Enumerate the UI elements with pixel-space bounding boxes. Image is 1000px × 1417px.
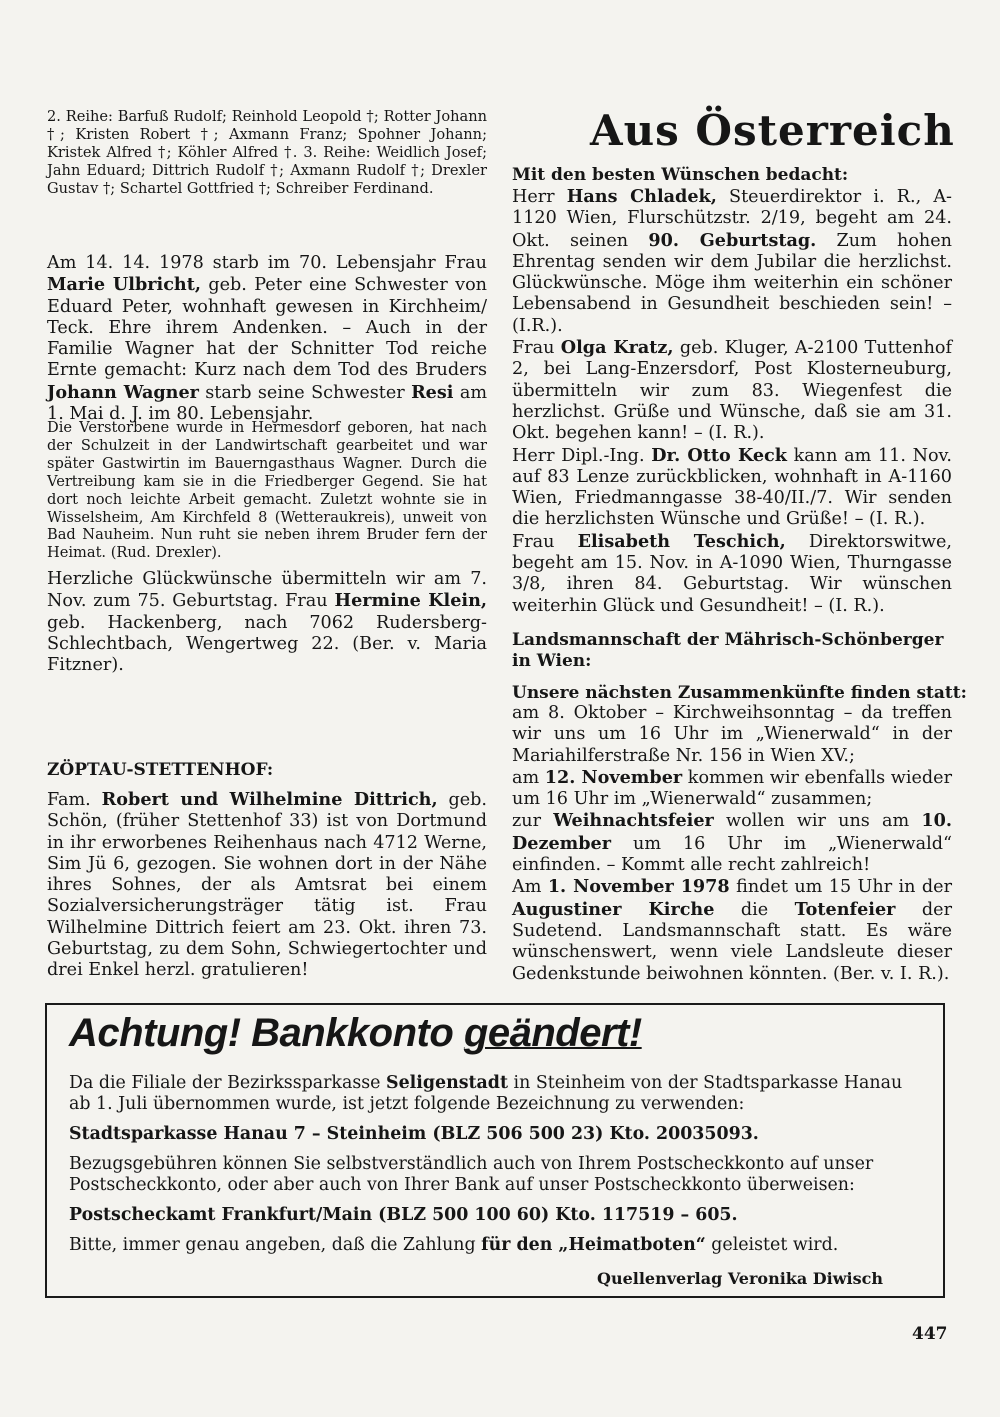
entry-kratz — [512, 337, 952, 444]
totenfeier-label: Totenfeier — [794, 898, 896, 920]
text: Zum hohen Ehrentag senden wir dem Jubilar die herzlichst. Glückwünsche. Möge ihm weiterhin ein schöner Lebensabend in Gesundheit beschieden sein! – (I.R.). — [512, 230, 953, 336]
subheading-wishes: Mit den besten Wünschen bedacht: — [512, 165, 849, 185]
text: geb. Schön, (früher Stettenhof 33) ist von Dortmund in ihr erworbenes Reihenhaus nach 4712 Werne, Sim Jü 6, gezogen. Sie wohnen dort in der Nähe ihres Sohnes, der als Amtsrat bei einem Sozialversicherungsträger tätig ist. Frau Wilhelmine Dittrich feiert am 23. Okt. ihren 73. Geburtstag, zu dem Sohn, Schwiegertochter und drei Enkel herzl. gratulieren! — [47, 790, 488, 981]
date-1-november: 1. November 1978 — [547, 876, 730, 898]
text: kommen wir ebenfalls wieder um 16 Uhr im „Wienerwald“ zusammen; — [512, 767, 952, 810]
name-marie-ulbricht: Marie Ulbricht, — [47, 274, 201, 296]
meetings-list — [512, 703, 952, 985]
text: der Sudetend. Landsmannschaft statt. Es wäre wünschenswert, wenn viele Landsleute dieser Gedenkstunde beiwohnen könnten. (Ber. v. I. R.). — [512, 899, 952, 984]
text: am — [512, 767, 545, 788]
name-dittrich: Robert und Wilhelmine Dittrich, — [101, 789, 438, 810]
reihe-paragraph: 2. Reihe: Barfuß Rudolf; Reinhold Leopold †; Rotter Johann †; Kristen Robert †; Axmann Franz; Spohner Johann; Kristek Alfred †; Köhler Alfred †. 3. Reihe: Weidlich Josef; Jahn Eduard; Dittrich Rudolf †; Axmann Rudolf †; Drexler Gustav †; Schartel Gottfried †; Schreiber Ferdinand. — [47, 108, 487, 197]
meeting-october: am 8. Oktober – Kirchweihsonntag – da treffen wir uns um 16 Uhr im „Wienerwald“ in der Mariahilferstraße Nr. 156 in Wien XV.; — [512, 703, 952, 766]
text: zur — [512, 811, 554, 832]
date-12-november: 12. November — [544, 766, 683, 788]
subheading-meetings: Unsere nächsten Zusammenkünfte finden statt: — [512, 683, 967, 703]
text: findet um 15 Uhr in der — [729, 877, 952, 898]
text: Herzliche Glückwünsche übermitteln wir am 7. Nov. zum 75. Geburtstag. Frau — [47, 569, 487, 612]
dittrich-paragraph — [47, 789, 487, 982]
notice-body — [69, 1073, 919, 1256]
entry-chladek — [512, 186, 952, 337]
totenfeier — [512, 876, 952, 984]
text: geb. Kluger, A-2100 Tuttenhof 2, bei Lang-Enzersdorf, Post Klosterneuburg, übermitteln wir zum 83. Wiegenfest die herzlichst. Grüße und Wünsche, daß sie am 31. Okt. begehen kann! – (I. R.). — [512, 338, 953, 444]
bank-notice-box — [45, 1003, 945, 1298]
name-elisabeth-teschich: Elisabeth Teschich, — [577, 530, 786, 552]
signature-publisher: Quellenverlag Veronika Diwisch — [597, 1269, 883, 1288]
text: kann am 11. Nov. auf 83 Lenze zurückblicken, wohnhaft in A-1160 Wien, Friedmanngasse 38-40/II./7. Wir senden die herzlichsten Wünsche und Grüße! – (I. R.). — [512, 445, 952, 530]
page-number: 447 — [912, 1324, 948, 1344]
name-resi: Resi — [411, 381, 454, 403]
notice-para-2: Bezugsgebühren können Sie selbstverständlich auch von Ihrem Postscheckkonto auf unser Postscheckkonto, oder aber auch von Ihrer Bank auf unser Postscheckkonto überweisen: — [69, 1154, 874, 1195]
meeting-december — [512, 810, 952, 876]
text: wollen wir uns am — [713, 811, 922, 832]
entry-keck — [512, 445, 952, 531]
text: Frau — [512, 338, 561, 359]
notice-title-underlined: geändert! — [463, 1011, 642, 1055]
subheading-landsmannschaft: Landsmannschaft der Mährisch-Schönberger in Wien: — [512, 630, 944, 671]
reihe-list — [47, 108, 487, 198]
meeting-november — [512, 767, 952, 811]
text: Herr Dipl.-Ing. — [512, 445, 652, 466]
text: Am 14. 14. 1978 starb im 70. Lebensjahr Frau — [47, 253, 487, 273]
obituary-paragraph — [47, 253, 487, 425]
birthday-klein — [47, 569, 487, 676]
text: in Steinheim von der Stadtsparkasse Hanau ab 1. Juli übernommen wurde, ist jetzt folgende Bezeichnung zu verwenden: — [69, 1073, 903, 1114]
account-stadtsparkasse: Stadtsparkasse Hanau 7 – Steinheim (BLZ 506 500 23) Kto. 20035093. — [69, 1124, 759, 1144]
name-hermine-klein: Hermine Klein, — [334, 590, 487, 612]
obituary-detail — [47, 419, 487, 562]
name-otto-keck: Dr. Otto Keck — [651, 444, 787, 466]
text: Direktorswitwe, begeht am 15. Nov. in A-1090 Wien, Thurngasse 3/8, ihren 84. Geburtstag. Wir wünschen weiterhin Glück und Gesundheit! – (I. R.). — [512, 531, 953, 616]
weihnachtsfeier: Weihnachtsfeier — [553, 810, 714, 832]
obituary-detail-text: Die Verstorbene wurde in Hermesdorf geboren, hat nach der Schulzeit in der Landwirtschaft gearbeitet und war später Gastwirtin im Bauerngasthaus Wagner. Durch die Vertreibung kam sie in die Friedberger Gegend. Sie hat dort noch leichte Arbeit gemacht. Zuletzt wohnte sie in Wisselsheim, Am Kirchfeld 8 (Wetteraukreis), unweit von Bad Nauheim. Nun ruht sie neben ihrem Bruder fern der Heimat. (Rud. Drexler). — [47, 419, 487, 562]
name-johann-wagner: Johann Wagner — [47, 381, 199, 403]
text: Am — [512, 877, 548, 898]
notice-para-1 — [69, 1073, 919, 1115]
date-10-dezember: 10. Dezember — [512, 810, 952, 854]
text: die — [714, 899, 795, 920]
text: starb seine Schwester — [198, 382, 412, 403]
section-title-oesterreich: Aus Österreich — [590, 106, 955, 155]
notice-para-3 — [69, 1235, 919, 1256]
notice-title-text: Achtung! Bankkonto — [69, 1011, 464, 1055]
text: Steuerdirektor i. R., A-1120 Wien, Flurschützstr. 2/19, begeht am 24. Okt. seinen — [512, 187, 952, 251]
augustiner-kirche: Augustiner Kirche — [512, 898, 715, 920]
seligenstadt: Seligenstadt — [386, 1073, 509, 1093]
text: geb. Peter eine Schwester von Eduard Peter, wohnhaft gewesen in Kirchheim/ Teck. Ehre ihrem Andenken. – Auch in der Familie Wagner hat der Schnitter Tod reiche Ernte gemacht: Kurz nach dem Tod des Bruders — [47, 275, 487, 381]
text: am 1. Mai d. J. im 80. Lebensjahr. — [47, 382, 487, 425]
text: Fam. — [47, 790, 102, 810]
section-heading-zoeptau: ZÖPTAU-STETTENHOF: — [47, 760, 274, 780]
right-birthdays — [512, 186, 952, 617]
text: Bitte, immer genau angeben, daß die Zahlung — [69, 1235, 482, 1255]
text: Frau — [512, 531, 578, 552]
notice-title — [69, 1011, 642, 1056]
entry-teschich — [512, 531, 952, 617]
text: geb. Hackenberg, nach 7062 Rudersberg-Schlechtbach, Wengertweg 22. (Ber. v. Maria Fitzner). — [47, 612, 487, 676]
text: Da die Filiale der Bezirkssparkasse — [69, 1073, 387, 1093]
text: geleistet wird. — [705, 1235, 839, 1255]
text: Herr — [512, 187, 567, 207]
text: um 16 Uhr im „Wienerwald“ einfinden. – Kommt alle recht zahlreich! — [512, 833, 952, 876]
highlight-90-birthday: 90. Geburtstag. — [648, 229, 817, 251]
account-postscheck: Postscheckamt Frankfurt/Main (BLZ 500 100 60) Kto. 117519 – 605. — [69, 1205, 738, 1225]
name-olga-kratz: Olga Kratz, — [560, 337, 674, 359]
name-hans-chladek: Hans Chladek, — [566, 186, 717, 207]
heimatboten: für den „Heimatboten“ — [481, 1235, 706, 1255]
